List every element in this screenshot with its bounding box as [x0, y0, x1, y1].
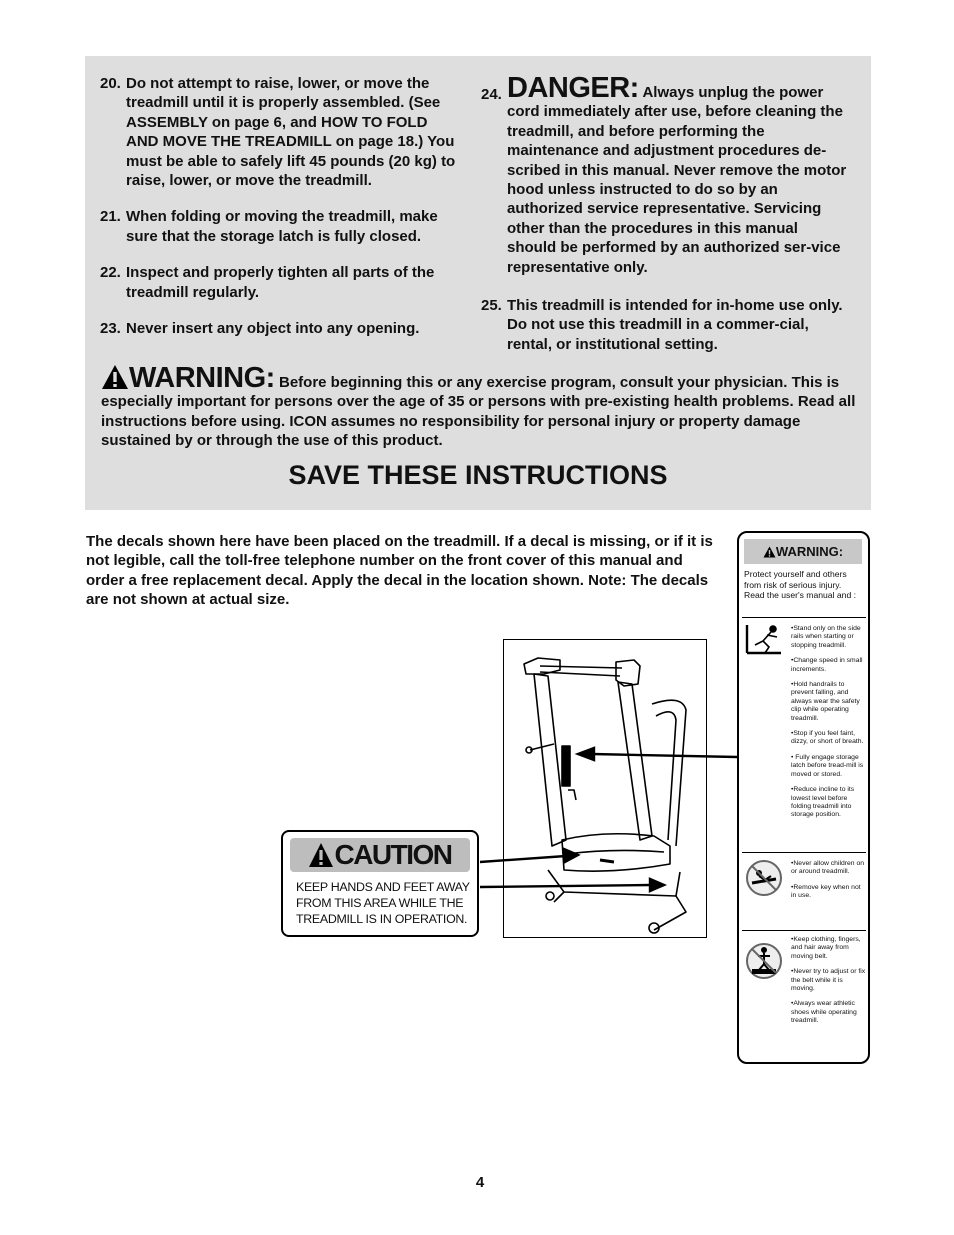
- warning-text: Before beginning this or any exercise program, consult your physician. This is especially important for persons over the age of 35 or persons with pre-existing health problems. Read all instructions before using. ICON assumes no responsibility for personal injury or property damage sustained by or through the use of this product.: [101, 374, 856, 450]
- falling-person-icon: [745, 621, 783, 659]
- decal-bullets-group1: •Stand only on the side rails when starting or stopping treadmill. •Change speed in small increments. •Hold handrails to prevent falling, and always wear the safety clip while operating treadmill. •Stop if you feel faint, dizzy, or short of breath. • Fully engage storage latch before tread-mill is moved or stored. •Reduce incline to its lowest level before folding treadmill into storage position.: [791, 625, 864, 819]
- divider: [742, 930, 866, 931]
- decal-header: [744, 539, 862, 564]
- warning-triangle-icon: [763, 546, 776, 558]
- list-item: 23. Never insert any object into any opening.: [100, 320, 420, 338]
- warning-label: WARNING:: [129, 362, 275, 394]
- list-item: 20. Do not attempt to raise, lower, or move the treadmill until it is properly assembled. (See ASSEMBLY on page 6, and HOW TO FOLD AND MOVE THE TREADMILL on page 18.) You must be able to safely lift 45 pounds (20 kg) to raise, lower, or move the treadmill.: [100, 75, 456, 190]
- decal-intro-text: Protect yourself and others from risk of serious injury. Read the user's manual and :: [744, 569, 856, 600]
- no-children-icon: [745, 859, 783, 897]
- list-item: 22. Inspect and properly tighten all parts of the treadmill regularly.: [100, 264, 435, 301]
- danger-item: 24. DANGER: Always unplug the power cord immediately after use, before cleaning the treadmill, and before performing the maintenance and adjustment procedures de-scribed in this manual. Never remove the motor hood unless instructed to do so by an authorized service representative. Servicing other than the procedures in this manual should be performed by an authorized ser-vice representative only.: [481, 72, 847, 276]
- list-item: 25. This treadmill is intended for in-home use only. Do not use this treadmill in a commer-cial, rental, or institutional setting.: [481, 297, 843, 353]
- decal-bullets-group3: •Keep clothing, fingers, and hair away from moving belt. •Never try to adjust or fix the belt while it is moving. •Always wear athletic shoes while operating treadmill.: [791, 936, 866, 1025]
- warning-triangle-icon: [308, 842, 334, 868]
- warning-decal: [737, 531, 870, 1064]
- caution-header: [290, 838, 470, 872]
- decal-intro-paragraph: The decals shown here have been placed on the treadmill. If a decal is missing, or if it is not legible, call the toll-free telephone number on the front cover of this manual and order a free replacement decal. Apply the decal in the location shown. Note: The decals are not shown at actual size.: [86, 533, 713, 609]
- caution-label: CAUTION: [334, 839, 452, 870]
- page-number: 4: [475, 1174, 485, 1191]
- divider: [742, 617, 866, 618]
- save-instructions-heading: SAVE THESE INSTRUCTIONS: [288, 460, 668, 490]
- divider: [742, 852, 866, 853]
- caution-text: KEEP HANDS AND FEET AWAY FROM THIS AREA WHILE THE TREADMILL IS IN OPERATION.: [296, 880, 470, 926]
- danger-text: Always unplug the power cord immediately after use, before cleaning the treadmill, and before performing the maintenance and adjustment procedures de-scribed in this manual. Never remove the motor hood unless instructed to do so by an authorized service representative. Servicing other than the procedures in this manual should be performed by an authorized ser-vice representative only.: [507, 84, 847, 276]
- decal-bullets-group2: •Never allow children on or around treadmill. •Remove key when not in use.: [791, 860, 865, 900]
- caution-decal: [281, 830, 479, 937]
- decal-warning-label: WARNING:: [775, 544, 844, 559]
- danger-label: DANGER:: [507, 72, 639, 104]
- moving-belt-icon: [745, 942, 783, 980]
- list-item: 21. When folding or moving the treadmill, make sure that the storage latch is fully closed.: [100, 208, 438, 245]
